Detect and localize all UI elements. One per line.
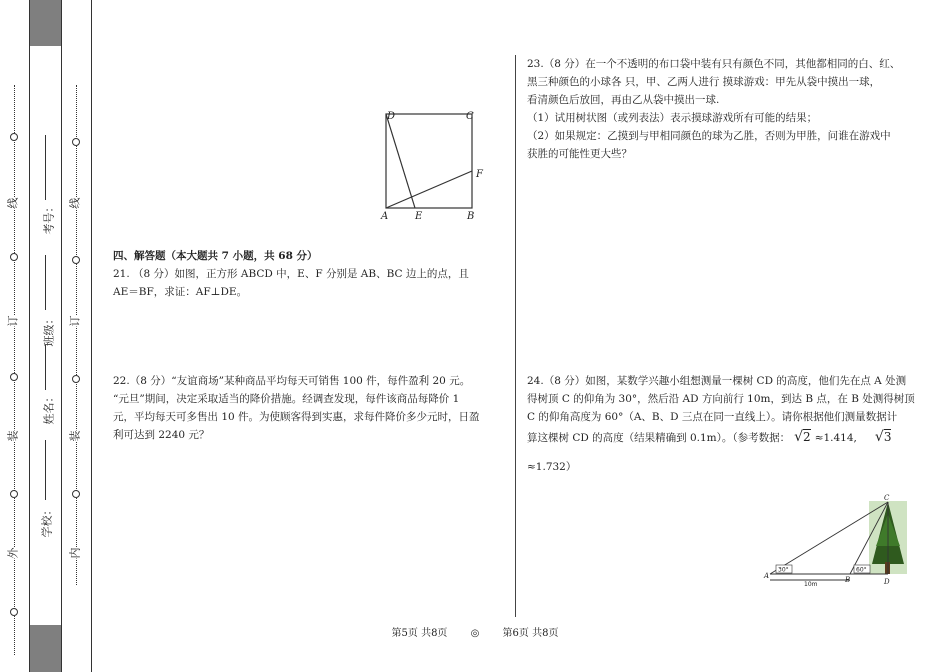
class-field[interactable]: [45, 255, 46, 310]
inner-circle-4: [72, 490, 80, 498]
name-field[interactable]: [45, 345, 46, 390]
inner-char-xian: 线: [68, 197, 82, 209]
square-figure: [378, 108, 490, 222]
label-a: A: [381, 211, 389, 222]
page-footer: [0, 624, 950, 639]
outer-circle-1: [10, 133, 18, 141]
segment-de: [386, 114, 415, 208]
q24-line-4: [527, 428, 891, 447]
label-d: D: [387, 111, 396, 122]
q24-line-4-text: 算这棵树 CD 的高度（结果精确到 0.1m）。（参考数据：: [527, 432, 791, 444]
q23-line-5: （2）如果规定：乙摸到与甲相同颜色的球为乙胜，否则为甲胜，问谁在游戏中: [527, 130, 891, 142]
q21-line-1: 21. （8 分）如图，正方形 ABCD 中，E、F 分别是 AB、BC 边上的点，且: [113, 268, 469, 280]
inner-char-ding: 订: [68, 315, 82, 327]
inner-char-zhuang: 装: [68, 430, 82, 442]
footer-left-page: 第5页 共8页: [391, 628, 448, 639]
q22-line-3: 元，平均每天可多售出 10 件。为使顾客得到实惠，求每件降价多少元时，日盈: [113, 411, 480, 423]
distance-label: 10m: [804, 581, 818, 588]
sqrt-sign-2: √: [874, 429, 884, 445]
tree-label-b: B: [845, 576, 851, 584]
q23-line-3: 看清颜色后放回，再由乙从袋中摸出一球.: [527, 94, 720, 106]
q24-line-1: 24.（8 分）如图，某数学兴趣小组想测量一棵树 CD 的高度，他们先在点 A 处测: [527, 375, 907, 387]
exam-number-label: 考号：: [42, 201, 56, 235]
outer-char-zhuang: 装: [6, 430, 20, 442]
binding-line-middle: [61, 0, 62, 672]
q22-line-4: 利可达到 2240 元？: [113, 429, 210, 441]
sqrt2-radicand: 2: [803, 430, 811, 444]
footer-right-page: 第6页 共8页: [502, 628, 559, 639]
outer-char-xian: 线: [6, 197, 20, 209]
q22-line-2: “元旦”期间，决定采取适当的降价措施。经调查发现，每件该商品每降价 1: [113, 393, 460, 405]
q23-line-2: 黑三种颜色的小球各 只，甲、乙两人进行 摸球游戏：甲先从袋中摸出一球，: [527, 76, 881, 88]
q23-line-6: 获胜的可能性更大些？: [527, 148, 632, 160]
q23-line-1: 23.（8 分）在一个不透明的布口袋中装有只有颜色不同，其他都相同的白、红、: [527, 58, 901, 70]
tree-label-d: D: [884, 578, 890, 586]
angle-60-label: 60°: [856, 566, 867, 574]
binding-line-left: [29, 0, 30, 672]
tree-label-a: A: [764, 572, 770, 580]
section-title: 四、解答题（本大题共 7 小题，共 68 分）: [113, 250, 318, 262]
sqrt3-radicand: 3: [883, 430, 892, 444]
label-c: C: [466, 111, 474, 122]
school-label: 学校：: [40, 504, 54, 538]
outer-circle-4: [10, 490, 18, 498]
q24-line-2: 得树顶 C 的仰角为 30°，然后沿 AD 方向前行 10m，到达 B 点，在 B 处测得树顶: [527, 393, 915, 405]
q24-line-5: ≈1.732）: [527, 461, 577, 473]
label-f: F: [476, 169, 483, 180]
q21-line-2: AE＝BF，求证：AF⊥DE。: [113, 286, 248, 298]
square-abcd: [386, 114, 472, 208]
inner-circle-3: [72, 375, 80, 383]
label-e: E: [415, 211, 423, 222]
q24-approx-1: ≈1.414,: [814, 432, 857, 444]
q24-line-3: C 的仰角高度为 60°（A、B、D 三点在同一直线上）。请你根据他们测量数据计: [527, 411, 898, 423]
binding-strip: [0, 0, 92, 672]
outer-char-wai: 外: [6, 547, 20, 559]
inner-dotted-line: [76, 85, 77, 585]
label-b: B: [467, 211, 475, 222]
binding-line-right: [91, 0, 92, 672]
name-label: 姓名：: [42, 391, 56, 425]
exam-number-field[interactable]: [45, 135, 46, 200]
sqrt-sign-1: √: [794, 429, 804, 445]
tree-figure: [762, 494, 912, 588]
gray-block-top: [30, 0, 61, 46]
school-field[interactable]: [45, 440, 46, 500]
inner-circle-1: [72, 138, 80, 146]
outer-char-ding: 订: [6, 315, 20, 327]
outer-circle-5: [10, 608, 18, 616]
q23-line-4: （1）试用树状图（或列表法）表示摸球游戏所有可能的结果；: [527, 112, 818, 124]
outer-dotted-line: [14, 85, 15, 655]
segment-af: [386, 171, 472, 208]
q22-line-1: 22.（8 分）“友谊商场”某种商品平均每天可销售 100 件，每件盈利 20 元。: [113, 375, 471, 387]
class-label: 班级：: [42, 313, 56, 347]
inner-char-nei: 内: [68, 547, 82, 559]
inner-circle-2: [72, 256, 80, 264]
outer-circle-3: [10, 373, 18, 381]
footer-symbol: ◎: [470, 628, 480, 639]
angle-30-label: 30°: [778, 566, 789, 574]
tree-label-c: C: [884, 494, 890, 502]
outer-circle-2: [10, 253, 18, 261]
column-divider: [515, 55, 516, 617]
